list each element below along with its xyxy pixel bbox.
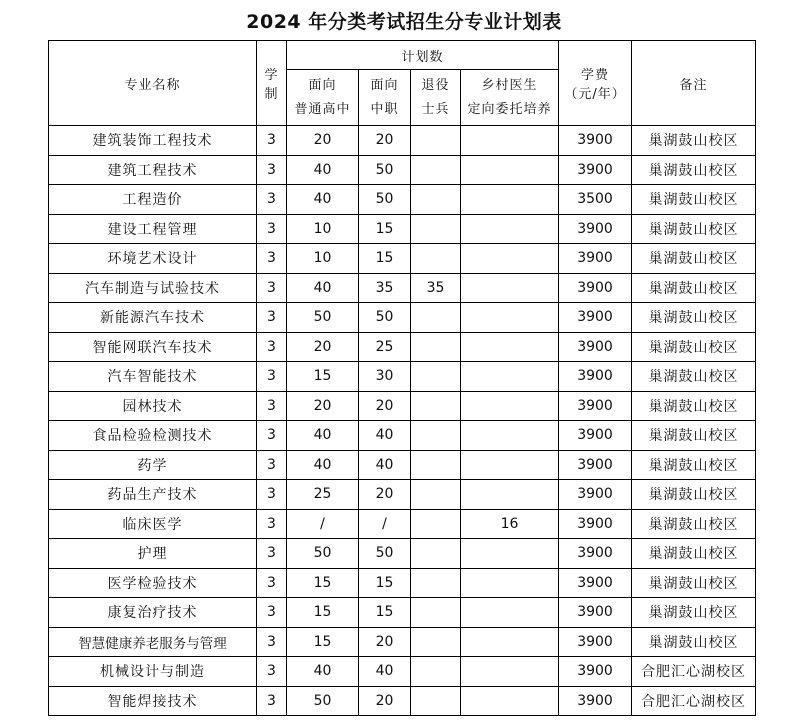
cell-plan-rural <box>461 332 559 362</box>
cell-plan-general: 15 <box>287 598 359 628</box>
cell-years: 3 <box>257 155 287 185</box>
cell-major: 环境艺术设计 <box>49 244 257 274</box>
cell-plan-rural <box>461 185 559 215</box>
table-body <box>49 126 756 716</box>
header-plan-veteran <box>411 70 461 126</box>
table-row <box>49 421 756 451</box>
cell-plan-rural <box>461 657 559 687</box>
cell-fee: 3900 <box>559 509 632 539</box>
cell-plan-vocational: 50 <box>359 303 411 333</box>
cell-plan-vocational: 50 <box>359 155 411 185</box>
cell-major: 汽车制造与试验技术 <box>49 273 257 303</box>
cell-fee: 3900 <box>559 627 632 657</box>
cell-major: 智能焊接技术 <box>49 686 257 716</box>
cell-years: 3 <box>257 627 287 657</box>
cell-major: 汽车智能技术 <box>49 362 257 392</box>
cell-plan-rural: 16 <box>461 509 559 539</box>
cell-plan-general: 40 <box>287 421 359 451</box>
cell-years: 3 <box>257 480 287 510</box>
cell-note: 巢湖鼓山校区 <box>632 332 756 362</box>
cell-plan-general: 40 <box>287 657 359 687</box>
cell-major: 新能源汽车技术 <box>49 303 257 333</box>
cell-plan-general: 40 <box>287 273 359 303</box>
table-row <box>49 627 756 657</box>
cell-fee: 3900 <box>559 598 632 628</box>
cell-plan-general: 10 <box>287 244 359 274</box>
cell-plan-rural <box>461 598 559 628</box>
cell-plan-vocational: 15 <box>359 598 411 628</box>
cell-years: 3 <box>257 509 287 539</box>
cell-fee: 3900 <box>559 421 632 451</box>
cell-plan-rural <box>461 480 559 510</box>
cell-plan-veteran <box>411 214 461 244</box>
cell-plan-rural <box>461 421 559 451</box>
cell-note: 巢湖鼓山校区 <box>632 273 756 303</box>
header-plan-vocational-line-2: 中职 <box>370 101 399 117</box>
cell-years: 3 <box>257 332 287 362</box>
cell-plan-general: 40 <box>287 450 359 480</box>
table-row <box>49 273 756 303</box>
header-plan-rural-line-2: 定向委托培养 <box>467 101 552 117</box>
table-row <box>49 185 756 215</box>
header-fee <box>559 41 632 126</box>
cell-plan-vocational: 25 <box>359 332 411 362</box>
cell-plan-general: 25 <box>287 480 359 510</box>
table-row <box>49 657 756 687</box>
header-plan-general <box>287 70 359 126</box>
table-row <box>49 539 756 569</box>
cell-fee: 3900 <box>559 244 632 274</box>
cell-plan-vocational: 40 <box>359 657 411 687</box>
cell-plan-vocational: 20 <box>359 480 411 510</box>
cell-plan-rural <box>461 391 559 421</box>
cell-years: 3 <box>257 126 287 156</box>
cell-plan-vocational: 15 <box>359 244 411 274</box>
cell-note: 巢湖鼓山校区 <box>632 568 756 598</box>
table-row <box>49 568 756 598</box>
cell-plan-rural <box>461 686 559 716</box>
cell-plan-veteran <box>411 450 461 480</box>
cell-fee: 3900 <box>559 126 632 156</box>
cell-plan-rural <box>461 126 559 156</box>
table-row <box>49 214 756 244</box>
cell-plan-general: 40 <box>287 185 359 215</box>
cell-plan-vocational: 15 <box>359 568 411 598</box>
cell-years: 3 <box>257 303 287 333</box>
cell-years: 3 <box>257 539 287 569</box>
cell-note: 巢湖鼓山校区 <box>632 214 756 244</box>
cell-note: 巢湖鼓山校区 <box>632 126 756 156</box>
table-header <box>49 41 756 126</box>
header-fee-line-2: （元/年） <box>564 87 626 102</box>
cell-plan-vocational: 35 <box>359 273 411 303</box>
cell-plan-general: 15 <box>287 627 359 657</box>
cell-plan-vocational: 20 <box>359 126 411 156</box>
cell-note: 巢湖鼓山校区 <box>632 539 756 569</box>
cell-plan-veteran <box>411 185 461 215</box>
cell-major: 护理 <box>49 539 257 569</box>
table-row <box>49 598 756 628</box>
cell-years: 3 <box>257 362 287 392</box>
cell-plan-rural <box>461 362 559 392</box>
cell-plan-veteran <box>411 155 461 185</box>
cell-note: 巢湖鼓山校区 <box>632 185 756 215</box>
cell-note: 巢湖鼓山校区 <box>632 155 756 185</box>
cell-note: 巢湖鼓山校区 <box>632 362 756 392</box>
cell-plan-veteran <box>411 391 461 421</box>
cell-plan-veteran <box>411 657 461 687</box>
cell-plan-veteran <box>411 480 461 510</box>
enrollment-plan-table <box>48 40 756 716</box>
cell-major: 康复治疗技术 <box>49 598 257 628</box>
cell-plan-rural <box>461 568 559 598</box>
cell-plan-vocational: 30 <box>359 362 411 392</box>
cell-fee: 3900 <box>559 450 632 480</box>
document-title: 2024 年分类考试招生分专业计划表 <box>246 11 562 33</box>
cell-note: 合肥汇心湖校区 <box>632 686 756 716</box>
cell-fee: 3900 <box>559 391 632 421</box>
cell-fee: 3900 <box>559 657 632 687</box>
cell-note: 巢湖鼓山校区 <box>632 480 756 510</box>
cell-note: 巢湖鼓山校区 <box>632 391 756 421</box>
header-years <box>257 41 287 126</box>
table-row <box>49 303 756 333</box>
cell-plan-veteran <box>411 568 461 598</box>
cell-plan-rural <box>461 155 559 185</box>
header-note: 备注 <box>632 41 756 126</box>
cell-major: 机械设计与制造 <box>49 657 257 687</box>
table-row <box>49 244 756 274</box>
cell-plan-vocational: 40 <box>359 421 411 451</box>
cell-plan-veteran <box>411 598 461 628</box>
cell-plan-rural <box>461 214 559 244</box>
cell-plan-general: 50 <box>287 539 359 569</box>
cell-plan-general: 50 <box>287 303 359 333</box>
header-plan-general-line-1: 面向 <box>308 77 337 93</box>
cell-fee: 3900 <box>559 568 632 598</box>
table-row <box>49 509 756 539</box>
table-row <box>49 480 756 510</box>
header-years-line-1: 学 <box>264 68 279 83</box>
header-plan-general-line-2: 普通高中 <box>294 101 351 117</box>
cell-fee: 3900 <box>559 480 632 510</box>
cell-plan-general: 15 <box>287 568 359 598</box>
header-plan-rural <box>461 70 559 126</box>
cell-plan-rural <box>461 244 559 274</box>
cell-plan-veteran <box>411 509 461 539</box>
cell-years: 3 <box>257 214 287 244</box>
cell-major: 医学检验技术 <box>49 568 257 598</box>
header-plan-vocational-line-1: 面向 <box>370 77 399 93</box>
header-plan-veteran-line-1: 退役 <box>421 77 450 93</box>
cell-plan-general: 20 <box>287 126 359 156</box>
table-row <box>49 126 756 156</box>
cell-plan-veteran <box>411 539 461 569</box>
cell-years: 3 <box>257 568 287 598</box>
table-row <box>49 391 756 421</box>
cell-plan-general: 20 <box>287 332 359 362</box>
cell-years: 3 <box>257 273 287 303</box>
header-plan-group: 计划数 <box>287 41 559 70</box>
cell-years: 3 <box>257 185 287 215</box>
cell-major: 食品检验检测技术 <box>49 421 257 451</box>
cell-note: 巢湖鼓山校区 <box>632 421 756 451</box>
cell-note: 巢湖鼓山校区 <box>632 450 756 480</box>
cell-years: 3 <box>257 598 287 628</box>
cell-fee: 3900 <box>559 686 632 716</box>
cell-plan-general: 20 <box>287 391 359 421</box>
cell-years: 3 <box>257 657 287 687</box>
cell-years: 3 <box>257 391 287 421</box>
cell-major: 临床医学 <box>49 509 257 539</box>
cell-plan-general: 50 <box>287 686 359 716</box>
cell-plan-vocational: 20 <box>359 391 411 421</box>
cell-major: 药学 <box>49 450 257 480</box>
cell-major: 建设工程管理 <box>49 214 257 244</box>
cell-plan-rural <box>461 539 559 569</box>
cell-major: 建筑工程技术 <box>49 155 257 185</box>
cell-major: 药品生产技术 <box>49 480 257 510</box>
table-row <box>49 686 756 716</box>
cell-plan-vocational: 15 <box>359 214 411 244</box>
cell-plan-vocational: 50 <box>359 185 411 215</box>
cell-fee: 3900 <box>559 214 632 244</box>
cell-plan-veteran <box>411 421 461 451</box>
header-plan-rural-line-1: 乡村医生 <box>481 77 538 93</box>
cell-plan-veteran: 35 <box>411 273 461 303</box>
cell-fee: 3900 <box>559 539 632 569</box>
cell-fee: 3500 <box>559 185 632 215</box>
cell-plan-rural <box>461 450 559 480</box>
cell-fee: 3900 <box>559 332 632 362</box>
cell-major: 工程造价 <box>49 185 257 215</box>
cell-fee: 3900 <box>559 303 632 333</box>
cell-plan-general: 15 <box>287 362 359 392</box>
cell-note: 巢湖鼓山校区 <box>632 598 756 628</box>
table-row <box>49 332 756 362</box>
cell-note: 巢湖鼓山校区 <box>632 303 756 333</box>
cell-fee: 3900 <box>559 362 632 392</box>
cell-plan-veteran <box>411 362 461 392</box>
cell-plan-general: 40 <box>287 155 359 185</box>
cell-years: 3 <box>257 450 287 480</box>
cell-plan-veteran <box>411 244 461 274</box>
cell-major: 建筑装饰工程技术 <box>49 126 257 156</box>
header-plan-vocational <box>359 70 411 126</box>
cell-plan-vocational: / <box>359 509 411 539</box>
cell-plan-veteran <box>411 627 461 657</box>
cell-fee: 3900 <box>559 273 632 303</box>
cell-years: 3 <box>257 244 287 274</box>
cell-plan-vocational: 50 <box>359 539 411 569</box>
cell-major: 智能网联汽车技术 <box>49 332 257 362</box>
header-years-line-2: 制 <box>264 87 279 102</box>
cell-note: 合肥汇心湖校区 <box>632 657 756 687</box>
cell-note: 巢湖鼓山校区 <box>632 244 756 274</box>
cell-plan-veteran <box>411 686 461 716</box>
header-major: 专业名称 <box>49 41 257 126</box>
cell-years: 3 <box>257 686 287 716</box>
cell-note: 巢湖鼓山校区 <box>632 509 756 539</box>
table-row <box>49 155 756 185</box>
header-fee-line-1: 学费 <box>581 68 610 83</box>
cell-plan-veteran <box>411 303 461 333</box>
header-plan-veteran-line-2: 士兵 <box>421 101 450 117</box>
table-row <box>49 362 756 392</box>
cell-plan-vocational: 40 <box>359 450 411 480</box>
cell-plan-rural <box>461 627 559 657</box>
cell-plan-rural <box>461 273 559 303</box>
cell-years: 3 <box>257 421 287 451</box>
cell-plan-vocational: 20 <box>359 627 411 657</box>
table-row <box>49 450 756 480</box>
cell-plan-veteran <box>411 126 461 156</box>
cell-plan-rural <box>461 303 559 333</box>
cell-note: 巢湖鼓山校区 <box>632 627 756 657</box>
cell-plan-veteran <box>411 332 461 362</box>
cell-plan-vocational: 20 <box>359 686 411 716</box>
cell-major: 智慧健康养老服务与管理 <box>49 627 257 657</box>
cell-major: 园林技术 <box>49 391 257 421</box>
cell-plan-general: 10 <box>287 214 359 244</box>
cell-plan-general: / <box>287 509 359 539</box>
cell-fee: 3900 <box>559 155 632 185</box>
